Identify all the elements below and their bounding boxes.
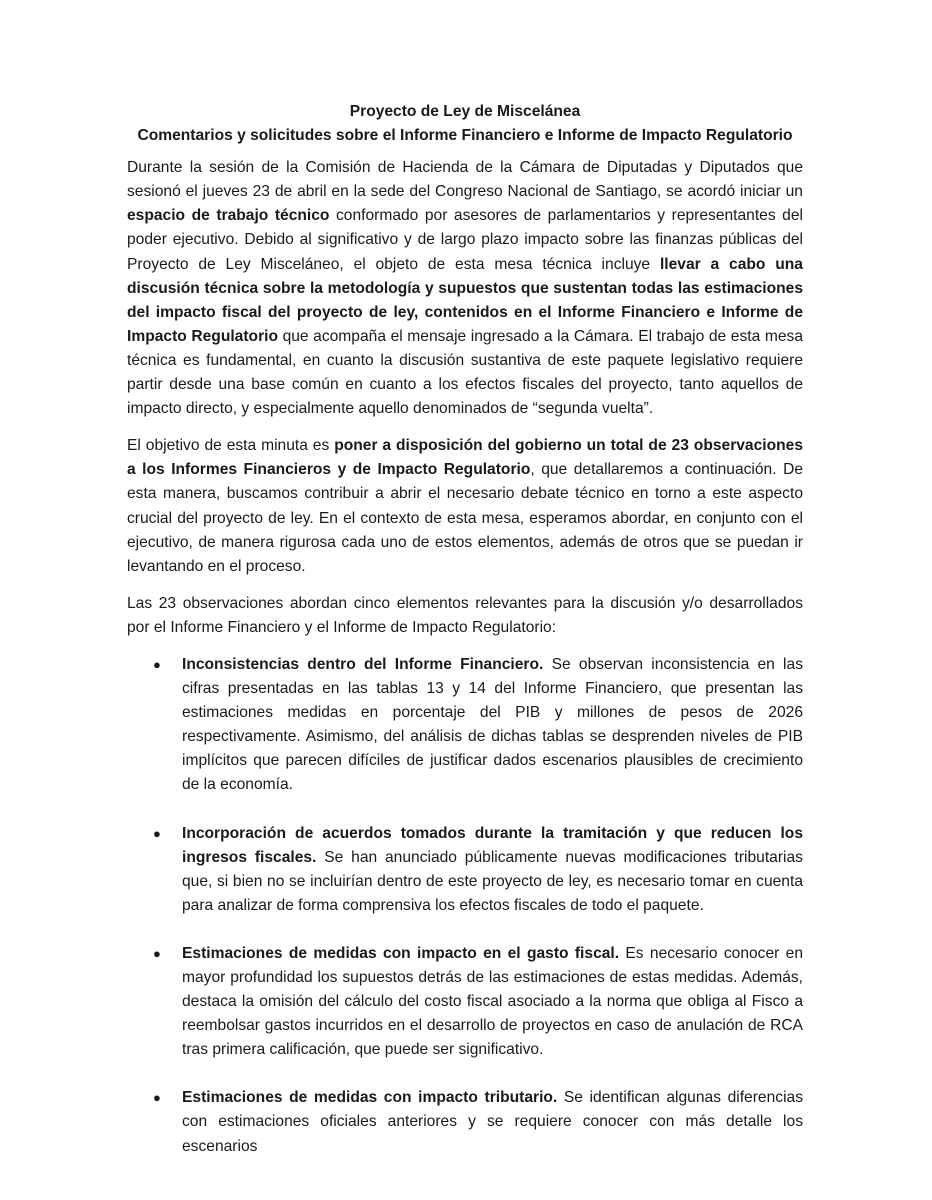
text-run: , que detallaremos a continuación. De esta manera, buscamos contribuir a abrir el necesario debate técnico en torno a este aspecto crucial del proyecto de ley. En el contexto de esta mesa, esperamos abordar, en conjunto con el ejecutivo, de manera rigurosa cada uno de estos elementos, además de otros que se puedan ir levantando en el proceso. bbox=[127, 461, 803, 575]
text-run: conformado por asesores de parlamentarios y representantes del poder ejecutivo. Debido al significativo y de largo plazo impacto sobre las finanzas públicas del Proyecto de Ley Misceláneo, el objeto de esta mesa técnica incluye bbox=[127, 207, 803, 273]
bullet-icon: ● bbox=[153, 1090, 161, 1106]
objective-paragraph bbox=[127, 434, 803, 579]
list-item-body: Se observan inconsistencia en las cifras presentadas en las tablas 13 y 14 del Informe Financiero, que presentan las estimaciones medidas en porcentaje del PIB y millones de pesos de 2026 respectivamente. Asimismo, del análisis de dichas tablas se desprenden niveles de PIB implícitos que parecen difíciles de justificar dados escenarios plausibles de crecimiento de la economía. bbox=[182, 655, 803, 794]
list-item bbox=[127, 653, 803, 798]
text-run: Durante la sesión de la Comisión de Hacienda de la Cámara de Diputadas y Diputados que sesionó el jueves 23 de abril en la sede del Congreso Nacional de Santiago, se acordó iniciar un bbox=[127, 159, 803, 201]
bullet-icon: ● bbox=[153, 945, 161, 961]
list-item-heading: Estimaciones de medidas con impacto en el gasto fiscal. bbox=[182, 944, 620, 962]
observations-list bbox=[127, 653, 803, 1159]
document-subtitle: Comentarios y solicitudes sobre el Informe Financiero e Informe de Impacto Regulatorio bbox=[137, 127, 793, 145]
title-block bbox=[127, 100, 803, 148]
bold-text-run: llevar a cabo una discusión técnica sobre la metodología y supuestos que sustentan todas las estimaciones del impacto fiscal del proyecto de ley, contenidos en el Informe Financiero e Informe de Impacto Regulatorio bbox=[127, 255, 803, 345]
bullet-icon: ● bbox=[153, 825, 161, 841]
text-run: El objetivo de esta minuta es bbox=[127, 437, 335, 455]
list-item-heading: Estimaciones de medidas con impacto tributario. bbox=[182, 1089, 558, 1107]
observations-intro-paragraph: Las 23 observaciones abordan cinco elementos relevantes para la discusión y/o desarrollados por el Informe Financiero y el Informe de Impacto Regulatorio: bbox=[127, 594, 803, 636]
document-body bbox=[127, 100, 803, 1159]
bold-text-run: espacio de trabajo técnico bbox=[127, 207, 330, 225]
list-item bbox=[127, 822, 803, 918]
list-item-body: Se identifican algunas diferencias con estimaciones oficiales anteriores y se requiere conocer con más detalle los escenarios bbox=[182, 1089, 803, 1155]
list-item-heading: Incorporación de acuerdos tomados durante la tramitación y que reducen los ingresos fiscales. bbox=[182, 824, 803, 866]
intro-paragraph bbox=[127, 156, 803, 421]
list-item bbox=[127, 1086, 803, 1158]
bold-text-run: poner a disposición del gobierno un total de 23 observaciones a los Informes Financieros y de Impacto Regulatorio bbox=[127, 437, 804, 479]
list-item bbox=[127, 942, 803, 1062]
bullet-icon: ● bbox=[153, 656, 161, 672]
document-title: Proyecto de Ley de Miscelánea bbox=[349, 103, 581, 120]
text-run: que acompaña el mensaje ingresado a la Cámara. El trabajo de esta mesa técnica es fundamental, en cuanto la discusión sustantiva de este paquete legislativo requiere partir desde una base común en cuanto a los efectos fiscales del proyecto, tanto aquellos de impacto directo, y especialmente aquello denominados de “segunda vuelta”. bbox=[127, 327, 803, 418]
list-item-heading: Inconsistencias dentro del Informe Financiero. bbox=[182, 655, 544, 673]
list-item-body: Se han anunciado públicamente nuevas modificaciones tributarias que, si bien no se incluirían dentro de este proyecto de ley, es necesario tomar en cuenta para analizar de forma comprensiva los efectos fiscales de todo el paquete. bbox=[182, 848, 803, 914]
list-item-body: Es necesario conocer en mayor profundidad los supuestos detrás de las estimaciones de estas medidas. Además, destaca la omisión del cálculo del costo fiscal asociado a la norma que obliga al Fisco a reembolsar gastos incurridos en el desarrollo de proyectos en caso de anulación de RCA tras primera calificación, que puede ser significativo. bbox=[182, 944, 803, 1059]
